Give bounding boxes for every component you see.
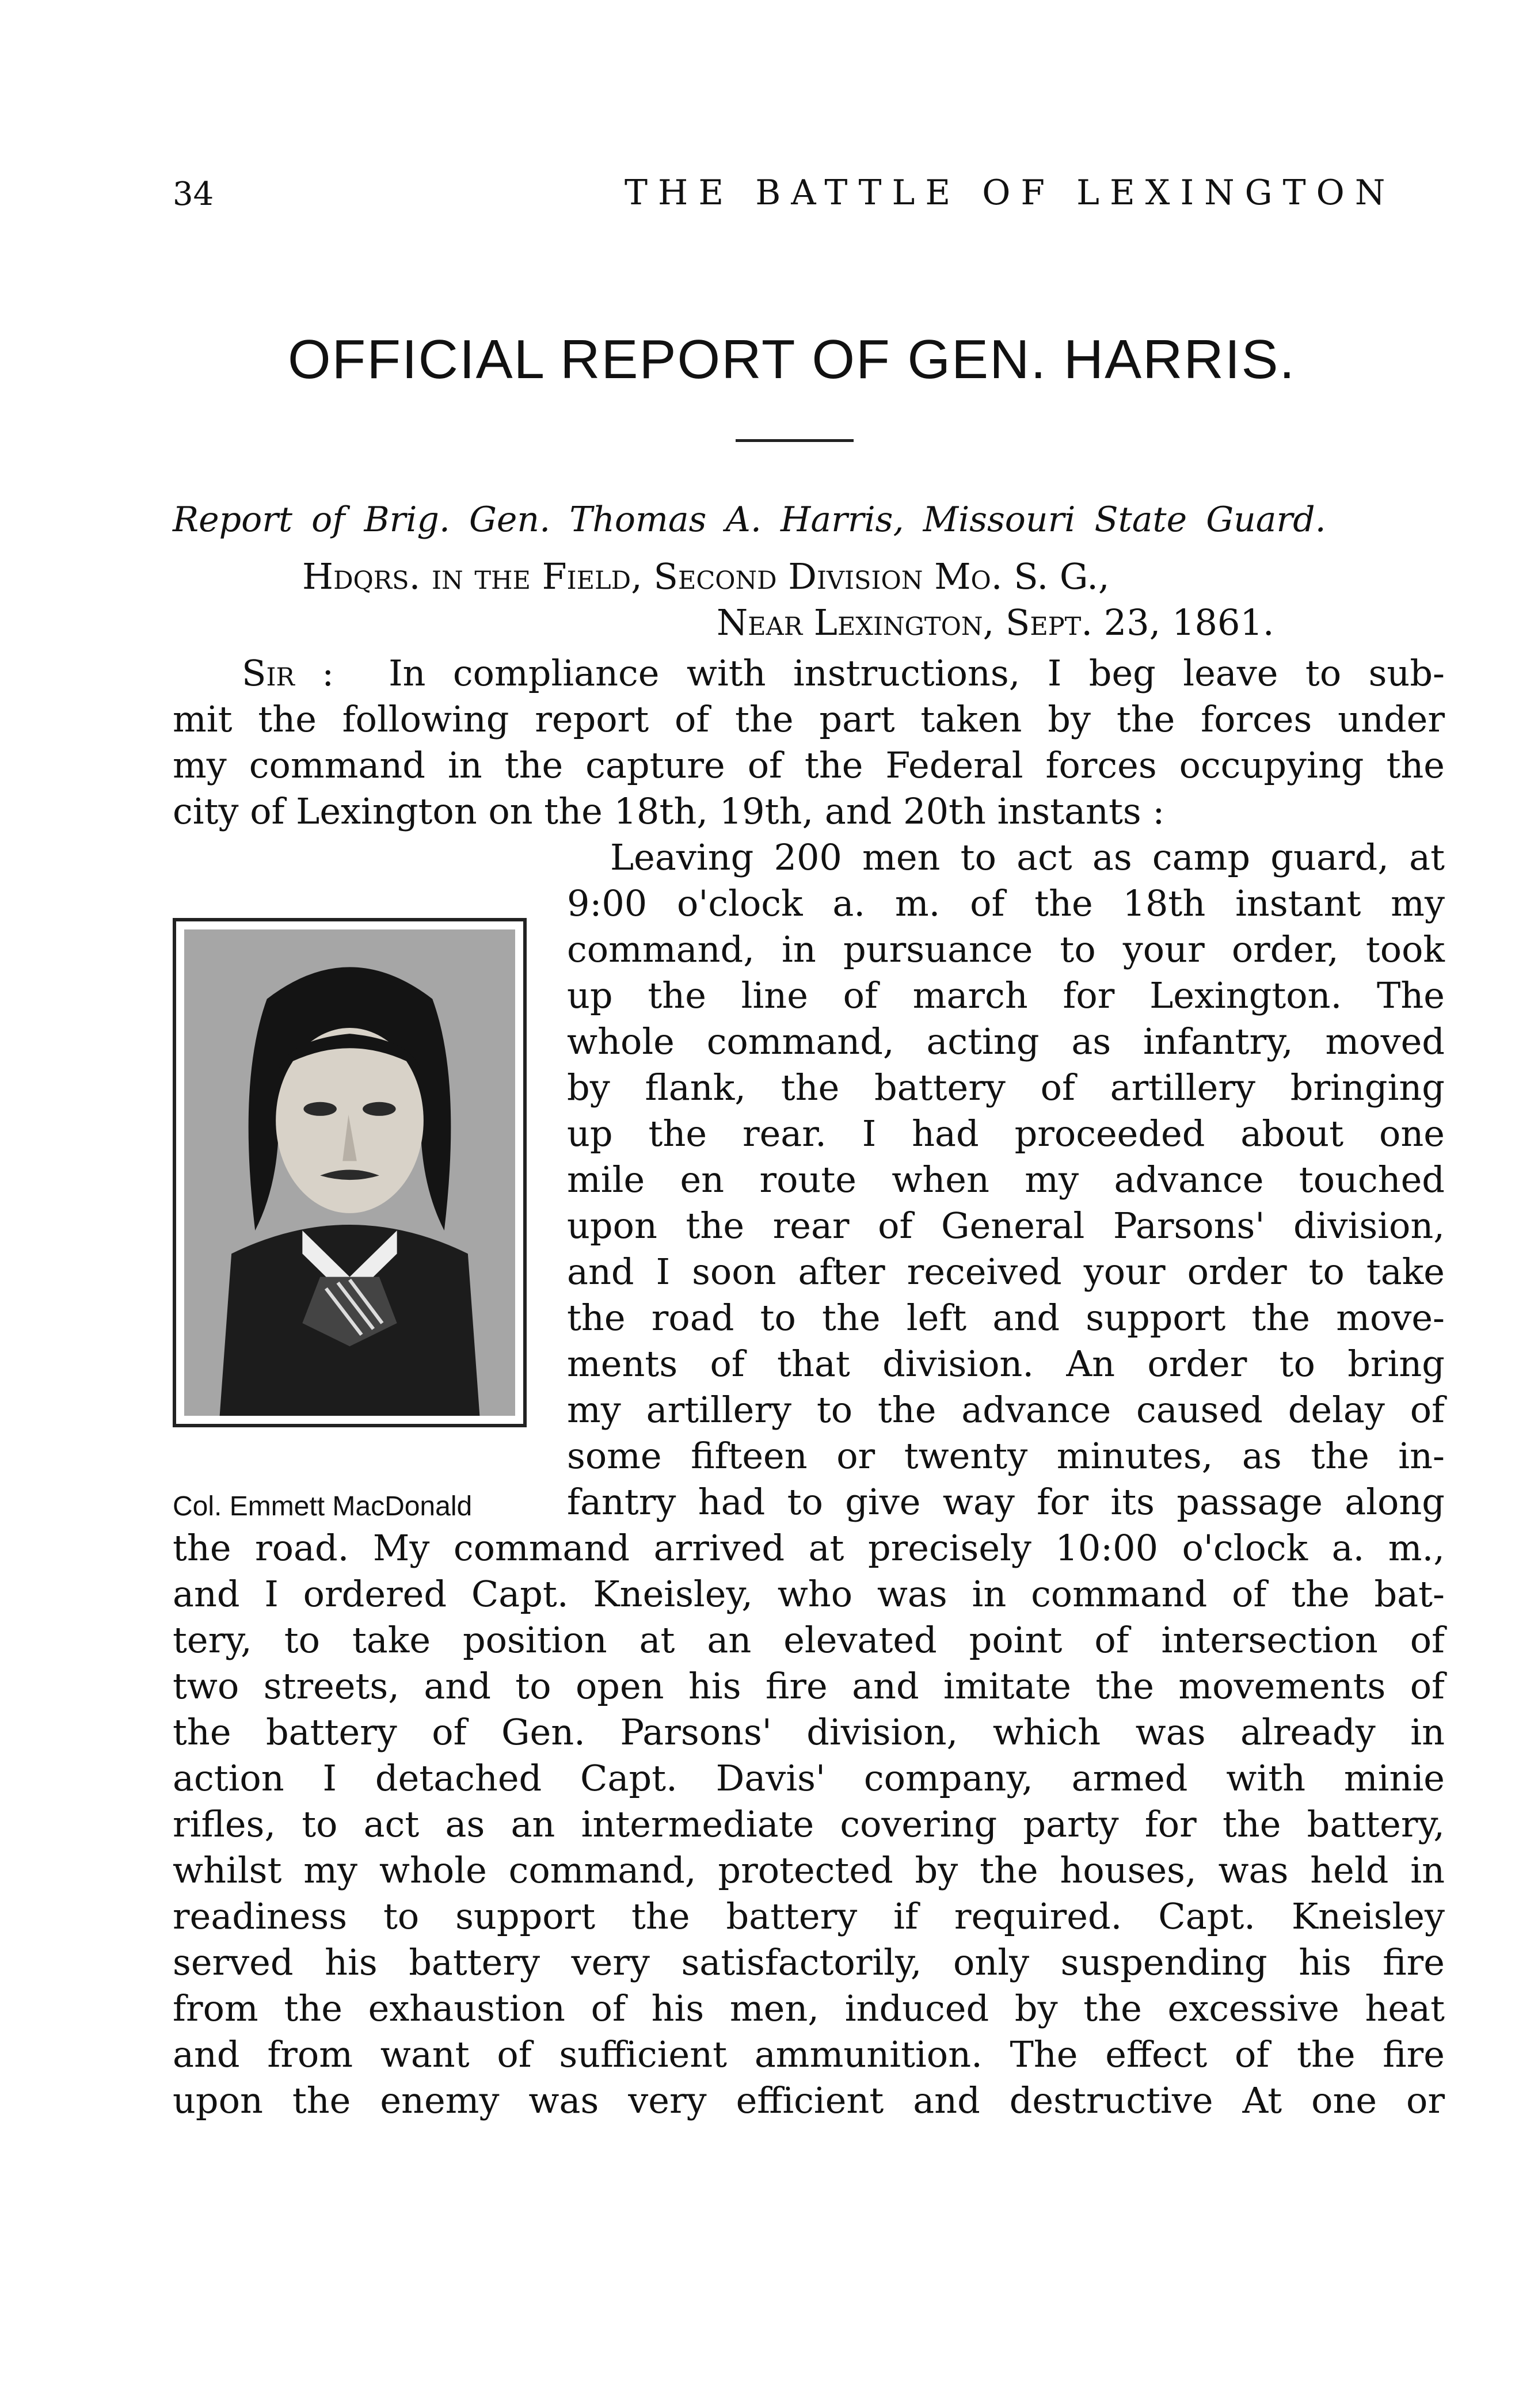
portrait-photo — [173, 918, 527, 1427]
portrait-caption: Col. Emmett MacDonald — [173, 1491, 473, 1522]
body-line — [242, 650, 1445, 696]
body-line: whole command, acting as infantry, moved — [567, 1020, 1445, 1062]
body-line: upon the enemy was very efficient and destructive At one or — [173, 2079, 1445, 2121]
salutation: Sir : — [242, 652, 334, 694]
page-title: OFFICIAL REPORT OF GEN. HARRIS. — [288, 329, 1296, 390]
body-line: fantry had to give way for its passage along — [567, 1481, 1445, 1523]
body-line: whilst my whole command, protected by the houses, was held in — [173, 1849, 1445, 1891]
body-line: my command in the capture of the Federal forces occupying the — [173, 744, 1445, 786]
body-line: the road to the left and support the move- — [567, 1297, 1445, 1339]
body-line: and I ordered Capt. Kneisley, who was in command of the bat- — [173, 1573, 1445, 1615]
body-line: tery, to take position at an elevated point of intersection of — [173, 1619, 1445, 1661]
location-date-line: Near Lexington, Sept. 23, 1861. — [717, 601, 1274, 643]
body-line: the road. My command arrived at precisely 10:00 o'clock a. m., — [173, 1527, 1445, 1569]
running-head: THE BATTLE OF LEXINGTON — [625, 173, 1396, 213]
body-line: upon the rear of General Parsons' division, — [567, 1205, 1445, 1247]
body-line: my artillery to the advance caused delay of — [567, 1389, 1445, 1431]
body-line: mit the following report of the part taken by the forces under — [173, 698, 1445, 740]
body-line: city of Lexington on the 18th, 19th, and 20th instants : — [173, 790, 1165, 832]
body-line: up the line of march for Lexington. The — [567, 974, 1445, 1016]
title-divider — [736, 439, 854, 442]
body-line: command, in pursuance to your order, took — [567, 928, 1445, 970]
body-line: served his battery very satisfactorily, only suspending his fire — [173, 1941, 1445, 1983]
body-line: by flank, the battery of artillery bringing — [567, 1066, 1445, 1108]
body-line-text: In compliance with instructions, I beg leave to sub- — [389, 652, 1445, 694]
body-line: ments of that division. An order to bring — [567, 1343, 1445, 1385]
body-line: the battery of Gen. Parsons' division, which was already in — [173, 1711, 1445, 1753]
report-source-line: Report of Brig. Gen. Thomas A. Harris, Missouri State Guard. — [173, 500, 1326, 540]
portrait-photo-icon — [184, 929, 515, 1416]
body-line: action I detached Capt. Davis' company, armed with minie — [173, 1757, 1445, 1799]
body-line: 9:00 o'clock a. m. of the 18th instant my — [567, 882, 1445, 924]
page-number: 34 — [173, 176, 214, 213]
body-line: from the exhaustion of his men, induced by the excessive heat — [173, 1987, 1445, 2029]
body-line: and I soon after received your order to take — [567, 1251, 1445, 1293]
body-line: and from want of sufficient ammunition. The effect of the fire — [173, 2033, 1445, 2075]
body-line: mile en route when my advance touched — [567, 1159, 1445, 1201]
headquarters-line: Hdqrs. in the Field, Second Division Mo. S. G., — [302, 555, 1110, 597]
body-line: some fifteen or twenty minutes, as the in- — [567, 1435, 1445, 1477]
body-line: rifles, to act as an intermediate covering party for the battery, — [173, 1803, 1445, 1845]
body-line: Leaving 200 men to act as camp guard, at — [610, 836, 1445, 878]
body-line: two streets, and to open his fire and imitate the movements of — [173, 1665, 1445, 1707]
body-line: readiness to support the battery if required. Capt. Kneisley — [173, 1895, 1445, 1937]
body-line: up the rear. I had proceeded about one — [567, 1112, 1445, 1155]
